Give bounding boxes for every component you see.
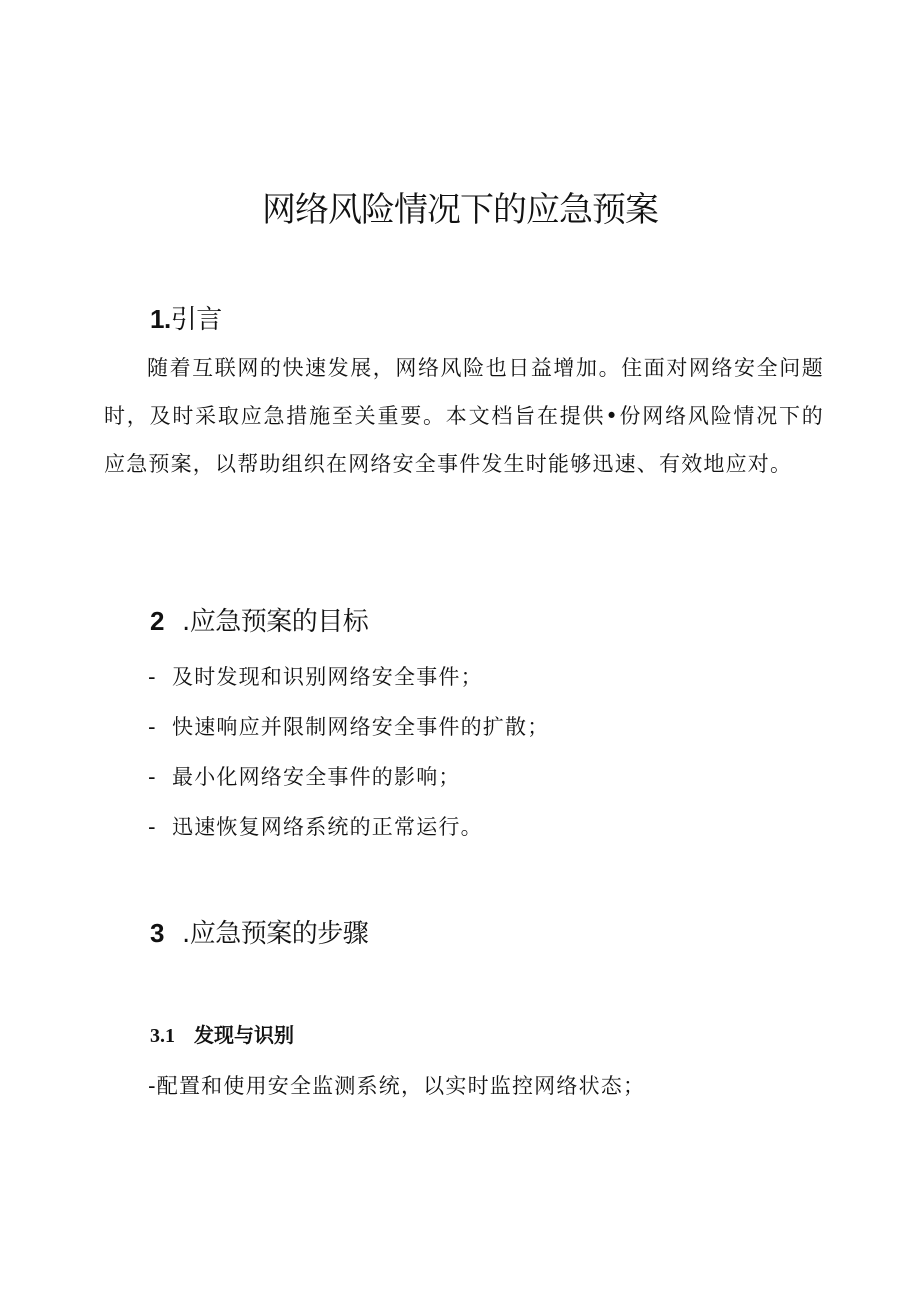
bullet-marker: - xyxy=(148,665,157,689)
section-3-heading xyxy=(150,914,368,953)
section-3-number: 3 xyxy=(150,918,164,948)
bullet-marker: - xyxy=(148,765,157,789)
section-2-title: .应急预案的目标 xyxy=(181,607,369,637)
section-2-heading xyxy=(150,602,368,641)
section-1-title: 引言 xyxy=(170,305,222,335)
list-item: - 迅速恢复网络系统的正常运行。 xyxy=(148,810,483,844)
bullet-marker: - xyxy=(148,815,157,839)
list-item: - 快速响应并限制网络安全事件的扩散； xyxy=(148,710,549,744)
list-item: - 及时发现和识别网络安全事件； xyxy=(148,660,483,694)
subsection-3-1-heading xyxy=(150,1020,294,1051)
subsection-3-1-number: 3.1 xyxy=(150,1025,175,1047)
section-3-title: .应急预案的步骤 xyxy=(181,919,369,949)
list-item: - 最小化网络安全事件的影响； xyxy=(148,760,461,794)
section-1-number: 1. xyxy=(150,304,171,334)
section-1-heading xyxy=(150,300,222,339)
bullet-marker: - xyxy=(148,715,157,739)
section-1-paragraph: 随着互联网的快速发展，网络风险也日益增加。住面对网络安全问题时，及时采取应急措施至关重要。本文档旨在提供•份网络风险情况下的应急预案，以帮助组织在网络安全事件发生时能够迅速、有效地应对。 xyxy=(104,356,824,476)
subsection-3-1-title: 发现与识别 xyxy=(194,1023,294,1047)
list-item: -配置和使用安全监测系统，以实时监控网络状态； xyxy=(148,1074,646,1098)
section-2-number: 2 xyxy=(150,606,164,636)
document-title: 网络风险情况下的应急预案 xyxy=(262,190,658,230)
